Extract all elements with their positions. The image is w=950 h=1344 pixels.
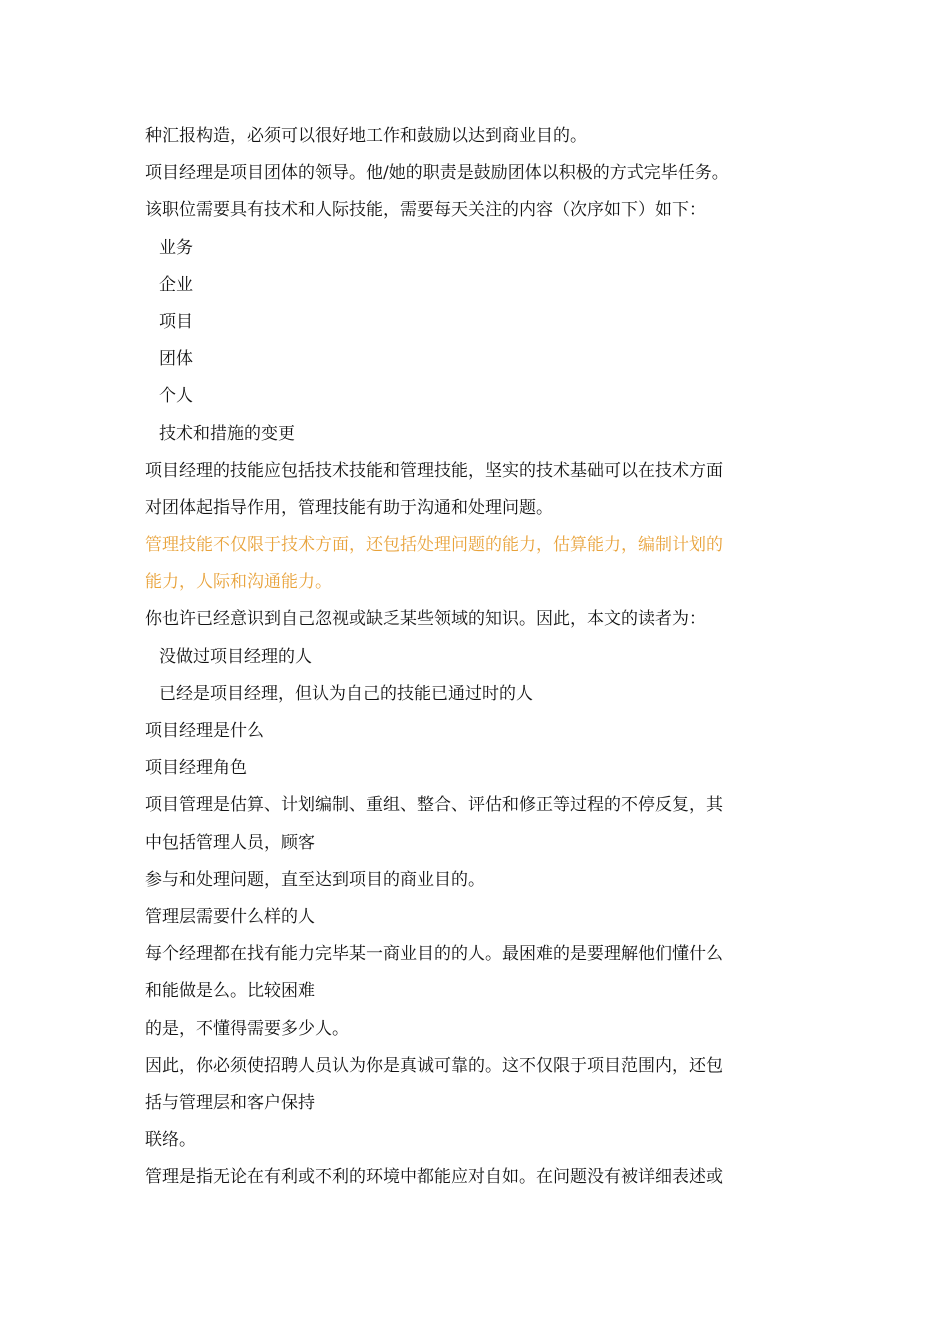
paragraph-line: 种汇报构造，必须可以很好地工作和鼓励以达到商业目的。 (145, 126, 587, 146)
list-item: 没做过项目经理的人 (159, 646, 312, 667)
paragraph-line: 的是，不懂得需要多少人。 (145, 1018, 349, 1039)
section-heading: 项目经理角色 (145, 758, 247, 779)
paragraph-line: 和能做是么。比较困难 (145, 981, 315, 1002)
paragraph-line: 你也许已经意识到自己忽视或缺乏某些领域的知识。因此，本文的读者为： (145, 609, 706, 630)
paragraph-line: 项目经理的技能应包括技术技能和管理技能，坚实的技术基础可以在技术方面 (145, 460, 723, 481)
list-item: 已经是项目经理，但认为自己的技能已通过时的人 (159, 683, 533, 704)
section-heading: 项目经理是什么 (145, 721, 264, 741)
list-item: 技术和措施的变更 (159, 423, 295, 444)
list-item: 项目 (159, 311, 193, 332)
document-body (145, 118, 810, 1196)
paragraph-line: 项目管理是估算、计划编制、重组、整合、评估和修正等过程的不停反复，其 (145, 795, 723, 816)
list-item: 个人 (159, 386, 193, 407)
paragraph-line: 每个经理都在找有能力完毕某一商业目的的人。最困难的是要理解他们懂什么 (145, 944, 723, 965)
paragraph-line: 对团体起指导作用，管理技能有助于沟通和处理问题。 (145, 497, 553, 518)
paragraph-line: 该职位需要具有技术和人际技能，需要每天关注的内容（次序如下）如下： (145, 200, 706, 221)
paragraph-line: 联络。 (145, 1130, 196, 1151)
highlighted-line: 能力，人际和沟通能力。 (145, 572, 332, 593)
section-heading: 管理层需要什么样的人 (145, 906, 315, 927)
paragraph-line: 中包括管理人员，顾客 (145, 832, 315, 853)
list-item: 业务 (159, 237, 193, 258)
list-item: 团体 (159, 349, 193, 370)
paragraph-line: 括与管理层和客户保持 (145, 1092, 315, 1113)
highlighted-line: 管理技能不仅限于技术方面，还包括处理问题的能力，估算能力，编制计划的 (145, 535, 723, 556)
paragraph-line: 参与和处理问题，直至达到项目的商业目的。 (145, 869, 485, 890)
paragraph-line: 项目经理是项目团体的领导。他/她的职责是鼓励团体以积极的方式完毕任务。 (145, 163, 729, 184)
list-item: 企业 (159, 274, 193, 295)
paragraph-line: 因此，你必须使招聘人员认为你是真诚可靠的。这不仅限于项目范围内，还包 (145, 1055, 723, 1076)
paragraph-line: 管理是指无论在有利或不利的环境中都能应对自如。在问题没有被详细表述或 (145, 1167, 723, 1188)
